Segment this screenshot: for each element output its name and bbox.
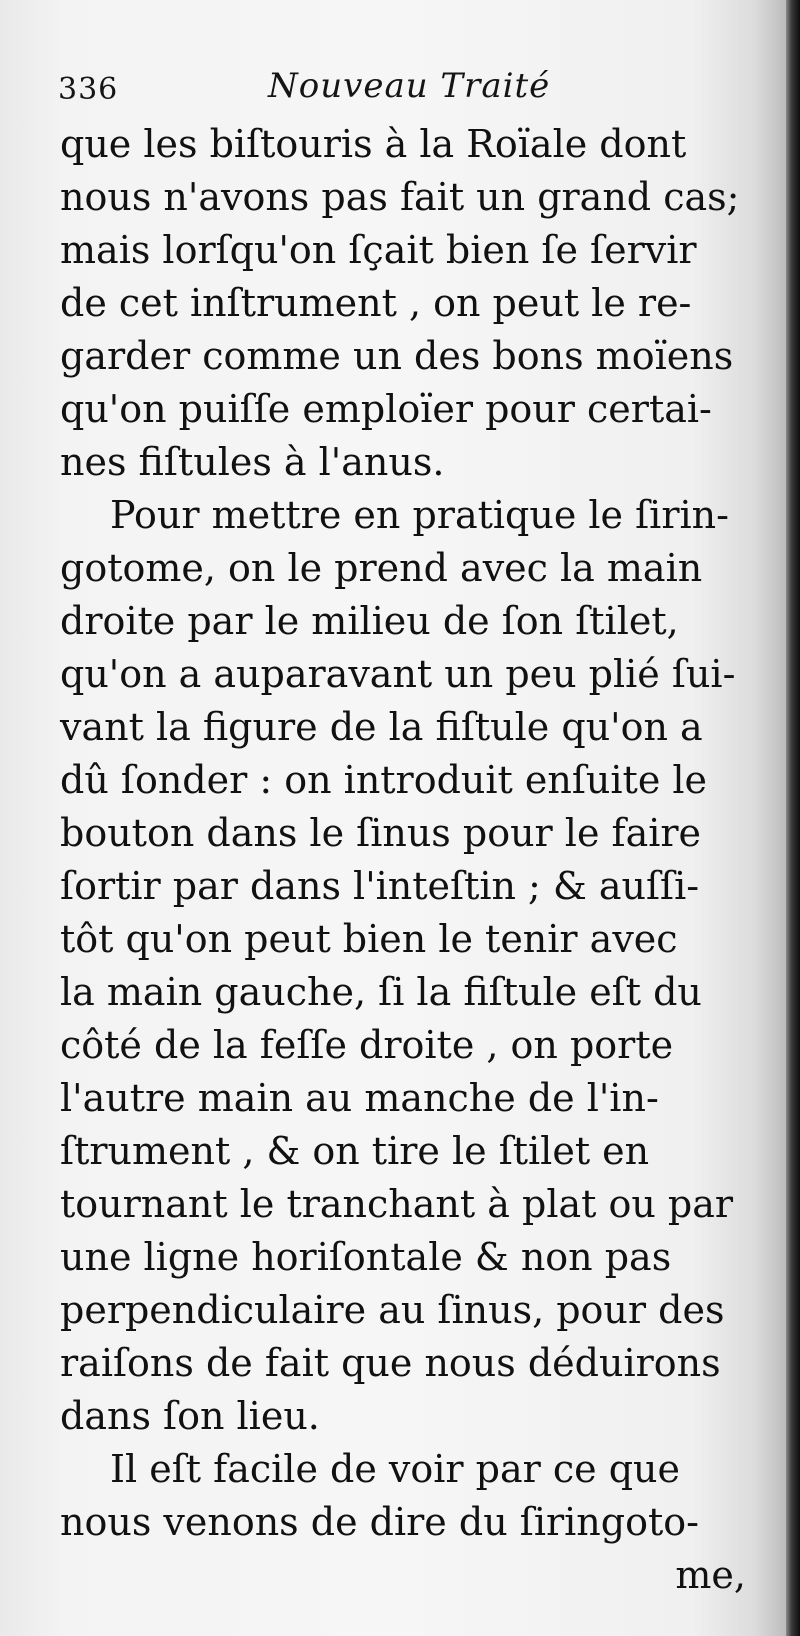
text-line: qu'on puiſſe emploïer pour certai- (60, 387, 712, 431)
page-header (58, 58, 658, 118)
paragraph-start-line: Il eſt facile de voir par ce que (110, 1447, 681, 1491)
paragraph-start-line: Pour mettre en pratique le ſirin- (110, 493, 729, 537)
text-line: qu'on a auparavant un peu plié ſui- (60, 652, 736, 696)
text-line: ſortir par dans l'inteſtin ; & auſſi- (60, 864, 700, 908)
text-line: de cet inſtrument , on peut le re- (60, 281, 692, 325)
text-line: mais lorſqu'on ſçait bien ſe ſervir (60, 228, 697, 272)
text-line: dû ſonder : on introduit enſuite le (60, 758, 708, 802)
text-line: nous venons de dire du ſiringoto- (60, 1500, 699, 1544)
page-number: 336 (58, 72, 119, 107)
text-line: perpendiculaire au ſinus, pour des (60, 1288, 725, 1332)
text-line: une ligne horiſontale & non pas (60, 1235, 672, 1279)
page-edge-shadow (786, 0, 800, 1636)
text-line: droite par le milieu de ſon ſtilet, (60, 599, 679, 643)
text-line: que les biſtouris à la Roïale dont (60, 122, 687, 166)
text-line: bouton dans le ſinus pour le faire (60, 811, 702, 855)
text-line: tournant le tranchant à plat ou par (60, 1182, 734, 1226)
running-title: Nouveau Traité (268, 66, 551, 106)
text-line: côté de la feſſe droite , on porte (60, 1023, 674, 1067)
text-line: garder comme un des bons moïens (60, 334, 734, 378)
catchword: me, (675, 1553, 746, 1597)
body-text (60, 118, 750, 1602)
text-line: raiſons de fait que nous déduirons (60, 1341, 721, 1385)
text-line: la main gauche, ſi la fiſtule eſt du (60, 970, 702, 1014)
text-line: nes fiſtules à l'anus. (60, 440, 445, 484)
text-line: tôt qu'on peut bien le tenir avec (60, 917, 678, 961)
text-line: gotome, on le prend avec la main (60, 546, 703, 590)
text-line: nous n'avons pas fait un grand cas; (60, 175, 740, 219)
text-line: vant la figure de la fiſtule qu'on a (60, 705, 703, 749)
text-line: l'autre main au manche de l'in- (60, 1076, 659, 1120)
text-line: dans ſon lieu. (60, 1394, 320, 1438)
text-line: ſtrument , & on tire le ſtilet en (60, 1129, 650, 1173)
